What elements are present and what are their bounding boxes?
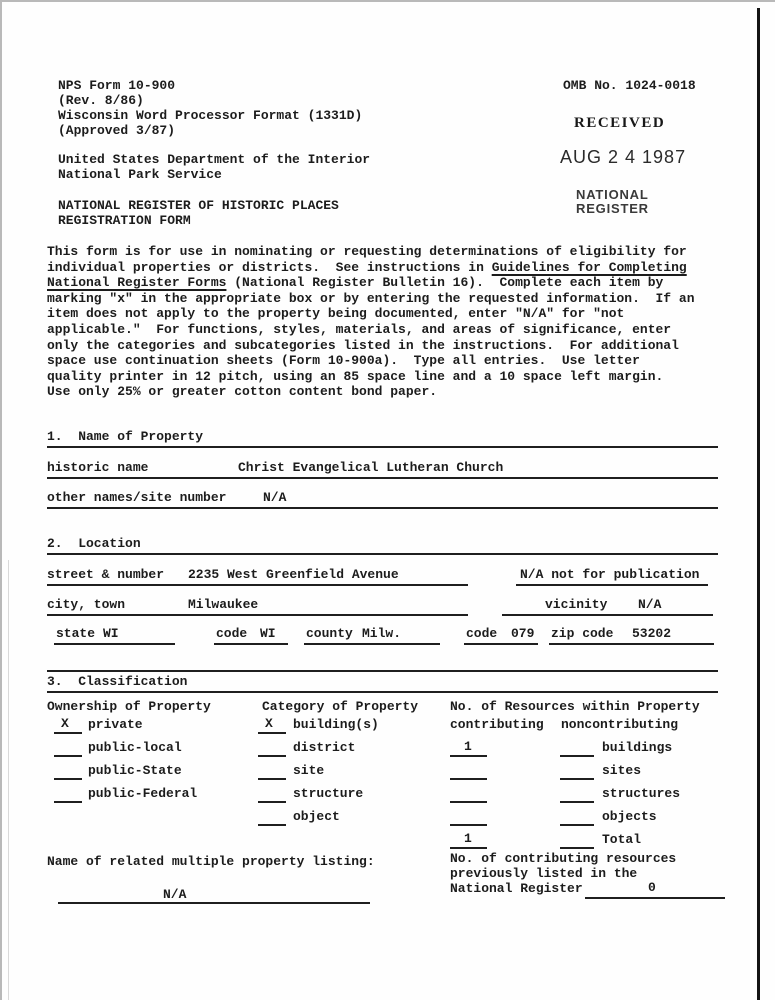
guidelines-title-part1: Guidelines for Completing [491, 259, 687, 275]
not-for-publication-note: N/A not for publication [520, 567, 700, 582]
instructions-paragraph [47, 244, 695, 400]
resources-structures-label: structures [602, 786, 681, 801]
other-names-line [47, 507, 718, 509]
received-stamp: RECEIVED [574, 115, 666, 131]
county-code-line [464, 643, 538, 645]
ownership-public-federal-label: public-Federal [88, 786, 198, 801]
zip-line [549, 643, 714, 645]
vicinity-value: N/A [638, 597, 662, 612]
state-label: state [56, 626, 96, 641]
scan-edge-left [0, 0, 2, 1000]
instructions-line: quality printer in 12 pitch, using an 85 space line and a 10 space left margin. [47, 368, 664, 384]
category-site-checkbox [258, 778, 286, 780]
contributing-header: contributing [450, 717, 544, 732]
instructions-line [47, 275, 695, 291]
related-listing-label: Name of related multiple property listing: [47, 854, 375, 869]
prev-listed-line3: National Register [450, 881, 583, 896]
city-label: city, town [47, 597, 126, 612]
form-title-line2: REGISTRATION FORM [58, 213, 191, 228]
prev-listed-line2: previously listed in the [450, 866, 638, 881]
city-line [47, 614, 468, 616]
instructions-text: (National Register Bulletin 16). Complete each item by [226, 275, 664, 291]
contributing-objects-blank [450, 824, 487, 826]
resources-buildings-label: buildings [602, 740, 673, 755]
date-stamp: AUG 2 4 1987 [560, 147, 687, 167]
guidelines-title-part2: National Register Forms [47, 275, 227, 291]
ownership-private-checkbox [54, 732, 82, 734]
state-code-label: code [216, 626, 248, 641]
historic-name-line [47, 477, 718, 479]
historic-name-value: Christ Evangelical Lutheran Church [238, 460, 504, 475]
category-district-label: district [293, 740, 356, 755]
noncontributing-buildings-blank [560, 755, 594, 757]
instructions-line: only the categories and subcategories listed in the instructions. For additional [47, 337, 679, 353]
category-structure-label: structure [293, 786, 364, 801]
instructions-text: individual properties or districts. See instructions in [47, 259, 492, 275]
section-3-heading-rule [47, 691, 718, 693]
department-name: United States Department of the Interior [58, 152, 371, 167]
category-structure-checkbox [258, 801, 286, 803]
ownership-private-label: private [88, 717, 143, 732]
county-value: Milw. [362, 626, 402, 641]
noncontributing-structures-blank [560, 801, 594, 803]
category-object-checkbox [258, 824, 286, 826]
not-for-publication-line [516, 584, 708, 586]
section-3-heading: 3. Classification [47, 674, 188, 689]
instructions-line: This form is for use in nominating or requesting determinations of eligibility for [47, 244, 687, 259]
prev-listed-line1: No. of contributing resources [450, 851, 677, 866]
ownership-private-mark: X [61, 716, 69, 731]
related-listing-line [58, 902, 370, 904]
instructions-line: space use continuation sheets (Form 10-900a). Type all entries. Use letter [47, 353, 640, 369]
resources-title: No. of Resources within Property [450, 699, 700, 714]
scan-edge-right [757, 8, 760, 1000]
instructions-line [47, 260, 695, 276]
noncontributing-objects-blank [560, 824, 594, 826]
zip-value: 53202 [632, 626, 672, 641]
prev-listed-value: 0 [648, 880, 656, 895]
form-number: NPS Form 10-900 [58, 78, 176, 93]
section-2-heading: 2. Location [47, 536, 141, 551]
ownership-public-local-checkbox [54, 755, 82, 757]
state-value: WI [103, 626, 119, 641]
noncontributing-total-blank [560, 847, 594, 849]
scan-edge-top [0, 0, 775, 2]
form-format-line: Wisconsin Word Processor Format (1331D) [58, 108, 363, 123]
category-object-label: object [293, 809, 340, 824]
contributing-structures-blank [450, 801, 487, 803]
ownership-public-state-checkbox [54, 778, 82, 780]
form-title-line1: NATIONAL REGISTER OF HISTORIC PLACES [58, 198, 339, 213]
ownership-public-federal-checkbox [54, 801, 82, 803]
county-code-label: code [466, 626, 498, 641]
ownership-public-state-label: public-State [88, 763, 182, 778]
category-buildings-mark: X [265, 716, 273, 731]
section-1-heading: 1. Name of Property [47, 429, 204, 444]
category-buildings-checkbox [258, 732, 286, 734]
ownership-title: Ownership of Property [47, 699, 211, 714]
contributing-buildings-blank [450, 755, 487, 757]
contributing-total-blank [450, 847, 487, 849]
agency-name: National Park Service [58, 167, 222, 182]
other-names-label: other names/site number [47, 490, 227, 505]
vicinity-line [502, 614, 713, 616]
national-register-stamp-line1: NATIONAL [576, 187, 649, 202]
form-revision: (Rev. 8/86) [58, 93, 144, 108]
street-value: 2235 West Greenfield Avenue [188, 567, 399, 582]
state-code-value: WI [260, 626, 276, 641]
contributing-buildings-value: 1 [464, 739, 472, 754]
noncontributing-header: noncontributing [561, 717, 679, 732]
street-label: street & number [47, 567, 165, 582]
national-register-stamp-line2: REGISTER [576, 201, 649, 216]
county-line [304, 643, 440, 645]
section-3-top-rule [47, 670, 718, 672]
street-line [47, 584, 468, 586]
section-1-heading-rule [47, 446, 718, 448]
scan-fold-line-left [8, 560, 9, 1000]
instructions-line: applicable." For functions, styles, materials, and areas of significance, enter [47, 321, 672, 337]
county-code-value: 079 [511, 626, 535, 641]
instructions-line: item does not apply to the property being documented, enter "N/A" for "not [47, 306, 625, 322]
resources-total-label: Total [602, 832, 642, 847]
state-code-line [214, 643, 288, 645]
instructions-line: marking "x" in the appropriate box or by entering the requested information. If an [47, 290, 695, 306]
category-buildings-label: building(s) [293, 717, 379, 732]
resources-objects-label: objects [602, 809, 657, 824]
category-title: Category of Property [262, 699, 419, 714]
section-2-heading-rule [47, 553, 718, 555]
form-approved: (Approved 3/87) [58, 123, 176, 138]
vicinity-label: vicinity [545, 597, 608, 612]
category-site-label: site [293, 763, 325, 778]
county-label: county [306, 626, 353, 641]
other-names-value: N/A [263, 490, 287, 505]
noncontributing-sites-blank [560, 778, 594, 780]
ownership-public-local-label: public-local [88, 740, 182, 755]
contributing-total-value: 1 [464, 831, 472, 846]
state-line [54, 643, 175, 645]
omb-number: OMB No. 1024-0018 [563, 78, 696, 93]
city-value: Milwaukee [188, 597, 259, 612]
zip-label: zip code [551, 626, 614, 641]
prev-listed-line-blank [585, 897, 725, 899]
contributing-sites-blank [450, 778, 487, 780]
historic-name-label: historic name [47, 460, 149, 475]
related-listing-value: N/A [163, 887, 187, 902]
category-district-checkbox [258, 755, 286, 757]
instructions-line: Use only 25% or greater cotton content bond paper. [47, 384, 438, 400]
resources-sites-label: sites [602, 763, 642, 778]
